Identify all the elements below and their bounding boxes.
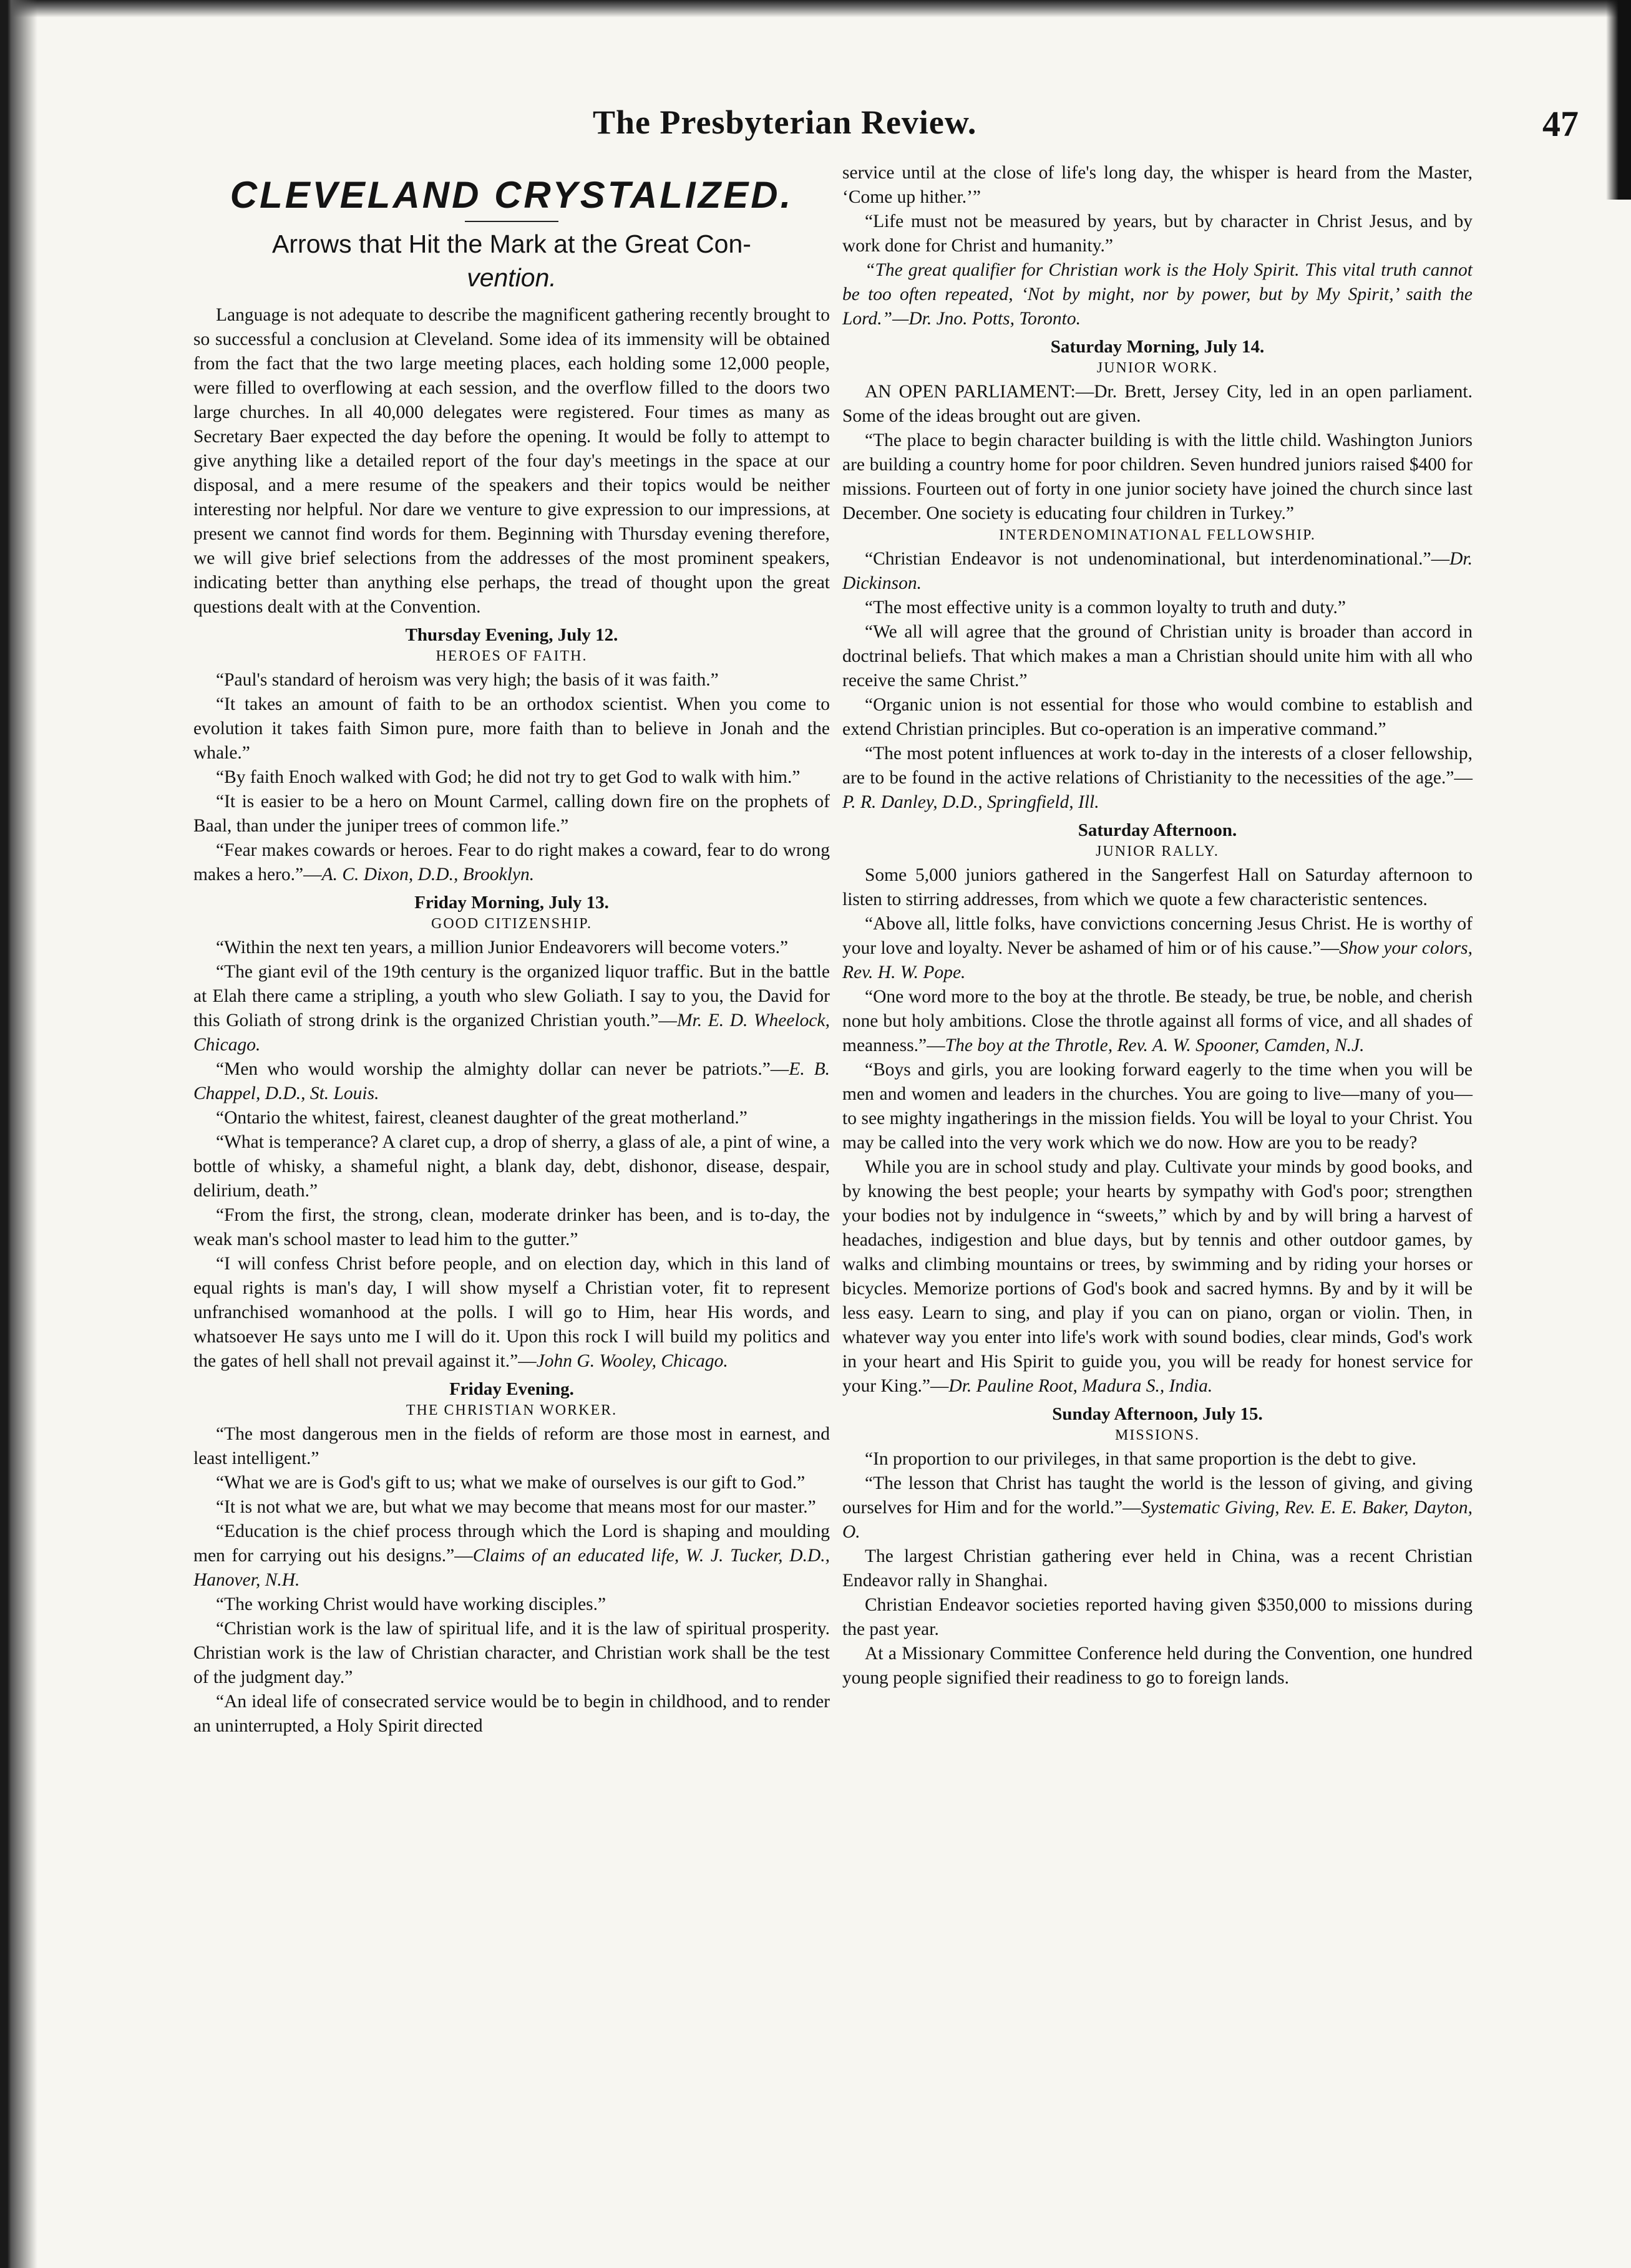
quote-paragraph: [842, 1471, 1473, 1544]
attribution: John G. Wooley, Chicago.: [536, 1351, 728, 1371]
topic-heading: JUNIOR RALLY.: [1096, 843, 1219, 860]
journal-title: The Presbyterian Review.: [593, 104, 977, 141]
quote-text: “Above all, little folks, have convictions concerning Jesus Christ. He is worthy of your love and loyalty. Never be ashamed of him or of his cause.”—: [842, 914, 1473, 958]
quote-paragraph: “What is temperance? A claret cup, a drop of sherry, a glass of ale, a pint of wine, a bottle of whisky, a shameful night, a blank day, debt, dishonor, disease, despair, delirium, death.”: [193, 1132, 830, 1201]
quote-paragraph: “Christian work is the law of spiritual life, and it is the law of spiritual prosperity. Christian work is the law of Christian character, and Christian work shall be the test of the judgment day.”: [193, 1619, 830, 1687]
quote-text: “One word more to the boy at the throtle. Be steady, be true, be noble, and cherish none but holy ambitions. Close the throtle against all forms of vice, and all shades of meanness.”—: [842, 987, 1473, 1055]
quote-paragraph: “In proportion to our privileges, in that same proportion is the debt to give.: [865, 1449, 1417, 1469]
quote-paragraph: “It is not what we are, but what we may become that means most for our master.”: [216, 1497, 816, 1517]
scan-top-edge: [0, 0, 1631, 17]
title-rule: [465, 221, 558, 222]
subtitle-line-2: vention.: [467, 263, 557, 292]
quote-text: “The most potent influences at work to-day in the interests of a closer fellowship, are to be found in the active relations of Christianity to the necessities of the age.”—: [842, 744, 1473, 788]
body-paragraph: At a Missionary Committee Conference held during the Convention, one hundred young people signified their readiness to go to foreign lands.: [842, 1644, 1473, 1688]
scan-left-edge: [0, 0, 44, 2268]
quote-paragraph: “From the first, the strong, clean, moderate drinker has been, and is to-day, the weak man's school master to lead him to the gutter.”: [193, 1205, 830, 1249]
quote-paragraph: [193, 1057, 830, 1106]
quote-text: “Education is the chief process through which the Lord is shaping and moulding men for carrying out his designs.”—: [193, 1521, 830, 1566]
quote-paragraph: service until at the close of life's long day, the whisper is heard from the Master, ‘Come up hither.’”: [842, 163, 1473, 207]
session-heading: Saturday Morning, July 14.: [1050, 337, 1265, 357]
quote-paragraph: “Within the next ten years, a million Junior Endeavorers will become voters.”: [216, 938, 789, 957]
quote-paragraph: “It takes an amount of faith to be an orthodox scientist. When you come to evolution it takes faith Simon pure, more faith than to believe in Jonah and the whale.”: [193, 694, 830, 763]
quote-text: “The lesson that Christ has taught the world is the lesson of giving, and giving ourselves for Him and for the world.”—: [842, 1473, 1473, 1518]
attribution: Dr. Pauline Root, Madura S., India.: [948, 1376, 1213, 1396]
quote-paragraph: “Boys and girls, you are looking forward eagerly to the time when you will be men and women and leaders in the churches. You are going to live—many of you—to see mighty ingatherings in the mission fields. You will be loyal to your Christ. You may be called into the very work which we do now. How are you to be ready?: [842, 1060, 1473, 1153]
quote-paragraph: “We all will agree that the ground of Christian unity is broader than accord in doctrinal beliefs. That which makes a man a Christian should unite him with all who receive the same Christ.”: [842, 622, 1473, 691]
right-column: [842, 161, 1473, 1690]
quote-paragraph: [193, 1519, 830, 1592]
topic-heading: MISSIONS.: [1114, 1427, 1200, 1443]
intro-paragraph: Language is not adequate to describe the magnificent gathering recently brought to so successful a conclusion at Cleveland. Some idea of its immensity will be obtained from the fact that the two large meeting places, each holding some 12,000 people, were filled to overflowing at each session, and the overflow filled to the doors two large churches. In all 40,000 delegates were registered. Four times as many as Secretary Baer expected the day before the opening. It would be folly to attempt to give anything like a detailed report of the four day's meetings in the space at our disposal, and a mere resume of the speakers and their topics would be neither interesting nor helpful. Nor dare we venture to give expression to our impressions, at present we cannot find words for them. Beginning with Thursday evening therefore, we will give brief selections from the addresses of the most prominent speakers, indicating better than anything else perhaps, the tread of thought upon the great questions dealt with at the Convention.: [193, 305, 830, 617]
quote-paragraph: [193, 960, 830, 1057]
quote-text: “Men who would worship the almighty dollar can never be patriots.”—: [216, 1059, 789, 1079]
quote-paragraph: “The working Christ would have working disciples.”: [216, 1594, 606, 1614]
quote-paragraph: “It is easier to be a hero on Mount Carmel, calling down fire on the prophets of Baal, than under the juniper trees of common life.”: [193, 792, 830, 836]
quote-paragraph: [193, 838, 830, 887]
quote-text: While you are in school study and play. Cultivate your minds by good books, and by knowing the best people; your hearts by sympathy with God's poor; strengthen your bodies not by indulgence in “sweets,” which by and by will bring a harvest of headaches, indigestion and blue days, but by tennis and other outdoor games, by walks and climbing mountains or trees, by swimming and by riding your horses or bicycles. Memorize portions of God's book and sacred hymns. By and by it will be less easy. Learn to sing, and play if you can on piano, organ or violin. Then, in whatever way you enter into life's work with sound bodies, clear minds, God's work in your heart and His Spirit to guide you, you will be ready for honest service for your King.”—: [842, 1157, 1473, 1396]
quote-paragraph: [842, 258, 1473, 331]
article-subtitle: [206, 227, 817, 294]
attribution: Dr. Jno. Potts, Toronto.: [908, 309, 1081, 329]
quote-text: “The great qualifier for Christian work is the Holy Spirit. This vital truth cannot be too often repeated, ‘Not by might, nor by power, but by My Spirit,’ saith the Lord.”—: [842, 260, 1473, 329]
topic-heading: HEROES OF FAITH.: [436, 648, 588, 664]
session-heading: Thursday Evening, July 12.: [405, 625, 618, 645]
quote-paragraph: “An ideal life of consecrated service would be to begin in childhood, and to render an uninterrupted, a Holy Spirit directed: [193, 1692, 830, 1736]
attribution: Show your colors, Rev. H. W. Pope.: [842, 938, 1473, 982]
attribution: E. B. Chappel, D.D., St. Louis.: [193, 1059, 830, 1103]
quote-text: “I will confess Christ before people, and on election day, which in this land of equal rights is man's day, I will show myself a Christian voter, fit to represent unfranchised womanhood at the polls. I will go to Him, hear His words, and whatsoever He says unto me I will do it. Upon this rock I will build my politics and the gates of hell shall not prevail against it.”—: [193, 1254, 830, 1371]
body-paragraph: The largest Christian gathering ever held in China, was a recent Christian Endeavor rally in Shanghai.: [842, 1546, 1473, 1591]
quote-paragraph: [842, 547, 1473, 596]
session-heading: Saturday Afternoon.: [1078, 820, 1237, 840]
body-paragraph: AN OPEN PARLIAMENT:—Dr. Brett, Jersey City, led in an open parliament. Some of the ideas brought out are given.: [842, 382, 1473, 426]
scan-right-edge: [1606, 0, 1631, 200]
quote-paragraph: “Organic union is not essential for those who would combine to establish and extend Christian principles. But co-operation is an imperative command.”: [842, 695, 1473, 739]
quote-paragraph: [842, 985, 1473, 1058]
session-heading: Friday Evening.: [449, 1379, 574, 1399]
attribution: Claims of an educated life, W. J. Tucker, D.D., Hanover, N.H.: [193, 1546, 830, 1590]
attribution: A. C. Dixon, D.D., Brooklyn.: [321, 865, 535, 884]
quote-paragraph: “Paul's standard of heroism was very high; the basis of it was faith.”: [216, 670, 719, 690]
quote-paragraph: “Ontario the whitest, fairest, cleanest daughter of the great motherland.”: [216, 1108, 747, 1128]
session-heading: Friday Morning, July 13.: [414, 893, 609, 913]
attribution: Systematic Giving, Rev. E. E. Baker, Dayton, O.: [842, 1498, 1473, 1542]
quote-text: “The giant evil of the 19th century is the organized liquor traffic. But in the battle at Elah there came a stripling, a youth who slew Goliath. I say to you, the David for this Goliath of strong drink is the organized Christian youth.”—: [193, 962, 830, 1030]
running-head: [187, 103, 1597, 159]
quote-paragraph: “What we are is God's gift to us; what we make of ourselves is our gift to God.”: [216, 1473, 806, 1493]
left-column: [193, 162, 830, 1738]
quote-text: “Fear makes cowards or heroes. Fear to do right makes a coward, fear to do wrong makes a hero.”—: [193, 840, 830, 884]
quote-paragraph: [842, 1155, 1473, 1398]
quote-paragraph: “The most dangerous men in the fields of reform are those most in earnest, and least intelligent.”: [193, 1424, 830, 1468]
body-paragraph: Some 5,000 juniors gathered in the Sangerfest Hall on Saturday afternoon to listen to stirring addresses, from which we quote a few characteristic sentences.: [842, 865, 1473, 909]
subtitle-line-1: Arrows that Hit the Mark at the Great Con-: [272, 230, 751, 258]
page-number: 47: [1542, 104, 1579, 144]
attribution: P. R. Danley, D.D., Springfield, Ill.: [842, 792, 1099, 812]
quote-paragraph: “The most effective unity is a common loyalty to truth and duty.”: [865, 598, 1346, 618]
quote-text: “Christian Endeavor is not undenominational, but interdenominational.”—: [865, 549, 1450, 569]
quote-paragraph: [193, 1252, 830, 1374]
article-title: CLEVELAND CRYSTALIZED.: [230, 174, 794, 216]
topic-heading: INTERDENOMINATIONAL FELLOWSHIP.: [999, 527, 1316, 543]
session-heading: Sunday Afternoon, July 15.: [1052, 1404, 1263, 1424]
topic-heading: JUNIOR WORK.: [1096, 360, 1219, 376]
quote-paragraph: “The place to begin character building is with the little child. Washington Juniors are building a country home for poor children. Seven hundred juniors raised $400 for missions. Fourteen out of forty in one junior society have joined the church since last December. One society is educating four children in Turkey.”: [842, 430, 1473, 523]
topic-heading: THE CHRISTIAN WORKER.: [406, 1402, 618, 1418]
quote-paragraph: [842, 742, 1473, 815]
body-paragraph: Christian Endeavor societies reported having given $350,000 to missions during the past year.: [842, 1595, 1473, 1639]
attribution: Dr. Dickinson.: [842, 549, 1473, 593]
attribution: Mr. E. D. Wheelock, Chicago.: [193, 1010, 830, 1055]
attribution: The boy at the Throtle, Rev. A. W. Spooner, Camden, N.J.: [945, 1035, 1365, 1055]
quote-paragraph: [842, 912, 1473, 985]
quote-paragraph: “Life must not be measured by years, but by character in Christ Jesus, and by work done for Christ and humanity.”: [842, 211, 1473, 256]
quote-paragraph: “By faith Enoch walked with God; he did not try to get God to walk with him.”: [216, 767, 801, 787]
topic-heading: GOOD CITIZENSHIP.: [431, 916, 592, 932]
